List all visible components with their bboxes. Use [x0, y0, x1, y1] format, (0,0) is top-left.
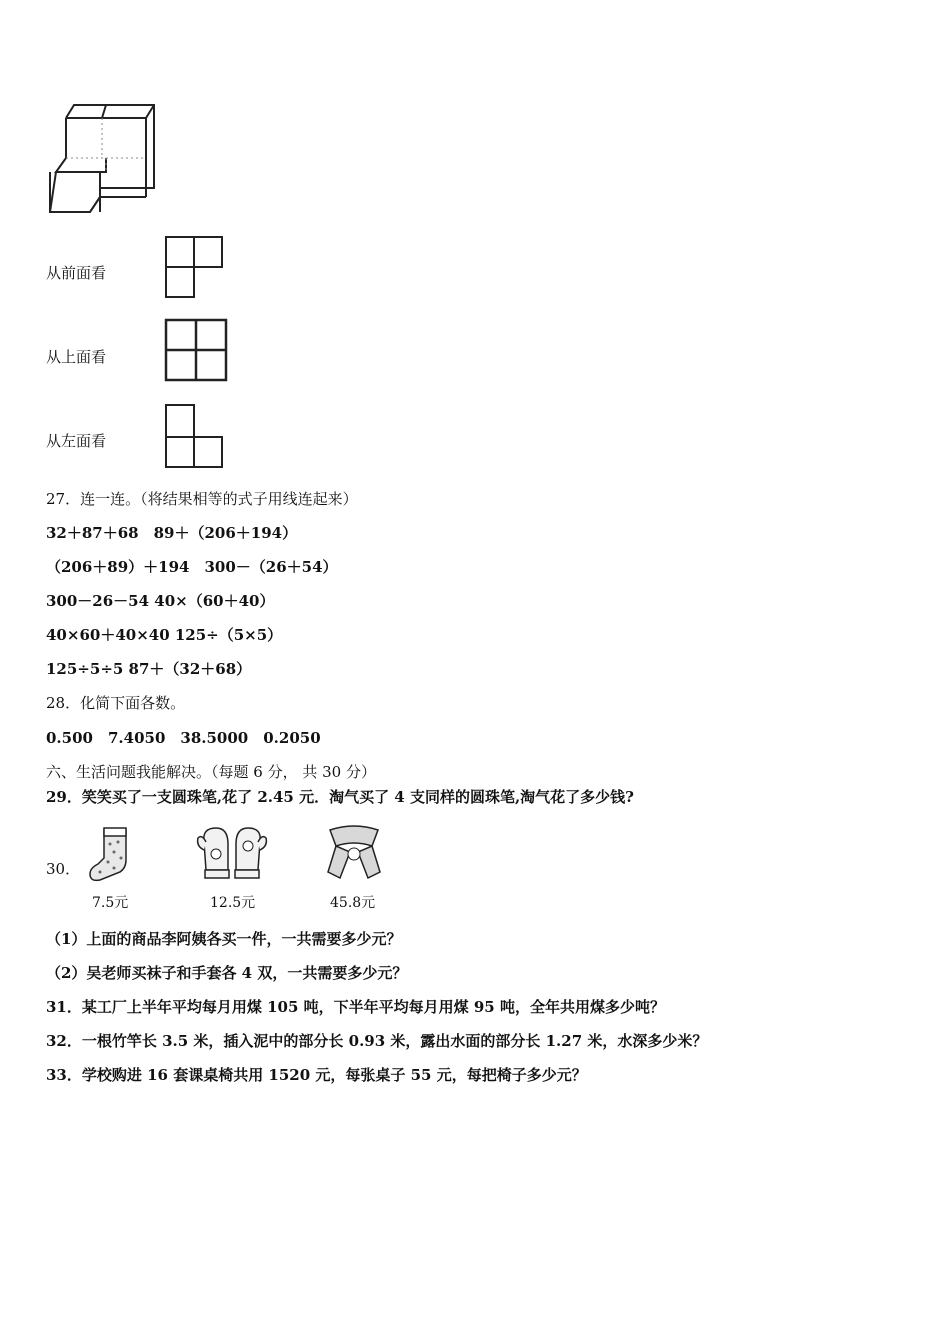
view-label-left: 从左面看	[46, 432, 107, 450]
scarf-price: 45.8元	[330, 895, 376, 911]
q27-row: 300－26－54 40×（60＋40）	[46, 592, 275, 610]
q29-text: 29．笑笑买了一支圆珠笔,花了 2.45 元．淘气买了 4 支同样的圆珠笔,淘气花了多少钱?	[46, 788, 634, 806]
q31-text: 31．某工厂上半年平均每月用煤 105 吨，下半年平均每月用煤 95 吨，全年共用煤多少吨？	[46, 998, 665, 1016]
q28-numbers: 0.500 7.4050 38.5000 0.2050	[46, 729, 321, 747]
cube-figure	[44, 100, 159, 220]
q28-title: 28．化简下面各数。	[46, 694, 186, 712]
scarf-image	[324, 820, 384, 882]
q30-sub1: （1）上面的商品李阿姨各买一件，一共需要多少元？	[46, 930, 402, 948]
gloves-image	[196, 822, 268, 884]
sock-image	[86, 824, 136, 884]
view-label-front: 从前面看	[46, 264, 107, 282]
gloves-price: 12.5元	[210, 895, 256, 911]
sock-price: 7.5元	[92, 895, 129, 911]
q27-row: 32＋87＋68 89＋（206＋194）	[46, 524, 298, 542]
q27-row: 125÷5÷5 87＋（32＋68）	[46, 660, 252, 678]
front-view-diagram	[164, 235, 226, 301]
q30-sub2: （2）吴老师买袜子和手套各 4 双，一共需要多少元？	[46, 964, 408, 982]
q27-title: 27．连一连。（将结果相等的式子用线连起来）	[46, 490, 358, 508]
view-label-top: 从上面看	[46, 348, 107, 366]
q32-text: 32．一根竹竿长 3.5 米，插入泥中的部分长 0.93 米，露出水面的部分长 1.27 米，水深多少米？	[46, 1032, 708, 1050]
section-6-heading: 六、生活问题我能解决。（每题 6 分， 共 30 分）	[46, 763, 376, 781]
left-view-diagram	[164, 403, 226, 471]
q30-number: 30．	[46, 860, 81, 878]
top-view-diagram	[164, 318, 230, 384]
q33-text: 33．学校购进 16 套课桌椅共用 1520 元，每张桌子 55 元，每把椅子多少元？	[46, 1066, 587, 1084]
q27-row: 40×60＋40×40 125÷（5×5）	[46, 626, 283, 644]
q27-row: （206＋89）＋194 300－（26＋54）	[46, 558, 338, 576]
